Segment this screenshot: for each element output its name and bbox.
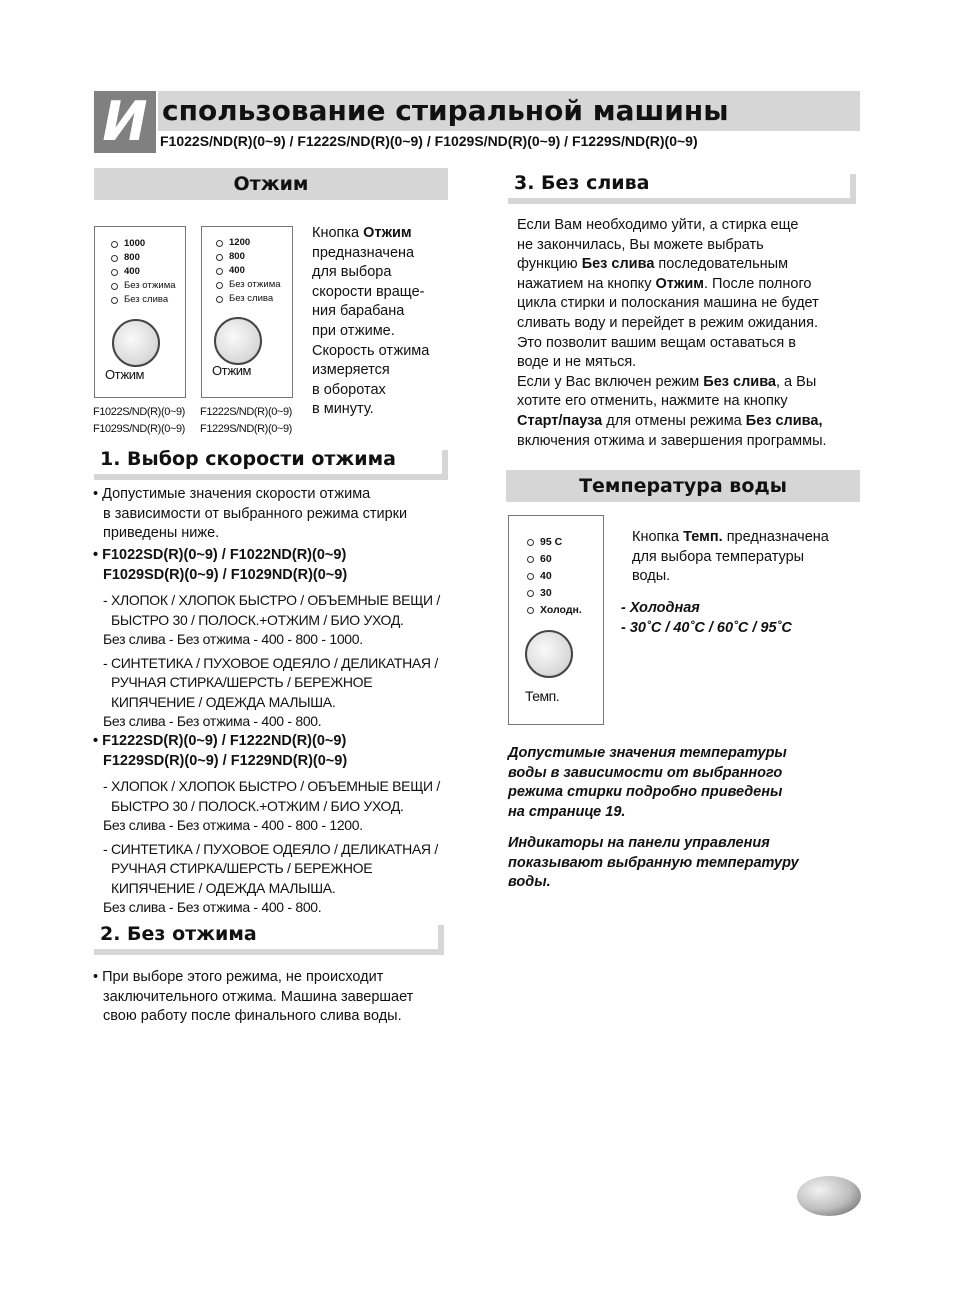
section-speed-select-title: 1. Выбор скорости отжима [94,444,448,474]
led-icon [111,283,118,290]
led-icon [111,297,118,304]
title-initial-letter: И [94,91,156,153]
led-icon [527,590,534,597]
temperature-note-2: Индикаторы на панели управления показывают выбранную температуру воды. [508,835,799,891]
led-icon [216,254,223,261]
page-tab-icon [795,1172,863,1218]
led-icon [527,573,534,580]
led-row: 400 [111,265,176,279]
spin-knob-icon[interactable] [214,317,262,365]
temperature-options: - Холодная - 30˚C / 40˚C / 60˚C / 95˚C [621,600,792,636]
led-icon [216,296,223,303]
led-row: Без слива [111,293,176,307]
spin-knob-icon[interactable] [112,319,160,367]
led-icon [216,240,223,247]
led-row: Без отжима [216,278,281,292]
speed-group-2: • F1222SD(R)(0~9) / F1222ND(R)(0~9) F1229SD(R)(0~9) / F1229ND(R)(0~9) - ХЛОПОК / ХЛОПОК БЫСТРО / ОБЪЕМНЫЕ ВЕЩИ / БЫСТРО 30 / ПОЛОСК.+ОТЖИМ / БИО УХОД. Без слива - Без отжима - 400 - 800 - 1200. - СИНТЕТИКА / ПУХОВОЕ ОДЕЯЛО / ДЕЛИКАТНАЯ / РУЧНАЯ СТИРКА/ШЕРСТЬ / БЕРЕЖНОЕ КИПЯЧЕНИЕ / ОДЕЖДА МАЛЫША. Без слива - Без отжима - 400 - 800. [93,733,440,916]
model-list: F1022S/ND(R)(0~9) / F1222S/ND(R)(0~9) / F1029S/ND(R)(0~9) / F1229S/ND(R)(0~9) [160,133,698,149]
led-icon [111,241,118,248]
no-spin-text: • При выборе этого режима, не происходит заключительного отжима. Машина завершает свою работу после финального слива воды. [93,969,414,1025]
led-icon [527,539,534,546]
led-row: Без отжима [111,279,176,293]
led-icon [111,255,118,262]
led-row: Без слива [216,292,281,306]
panel-label: Отжим [105,367,144,382]
speed-select-intro: • Допустимые значения скорости отжима в зависимости от выбранного режима стирки приведены ниже. [93,486,408,542]
led-row: 95 C [527,534,582,551]
led-row: 30 [527,585,582,602]
led-icon [111,269,118,276]
panel-label: Отжим [212,363,251,378]
no-drain-text: Если Вам необходимо уйти, а стирка еще не закончилась, Вы можете выбрать функцию Без слива последовательным нажатием на кнопку Отжим. После полного цикла стирки и полоскания машина не будет сливать воду и перейдет в режим ожидания. Это позволит вашим вещам оставаться в воде и не мяться. Если у Вас включен режим Без слива, а Вы хотите его отменить, нажмите на кнопку Старт/пауза для отмены режима Без слива, включения отжима и завершения программы. [517,217,827,449]
led-icon [527,607,534,614]
section-no-spin-title: 2. Без отжима [94,919,444,949]
led-row: 400 [216,264,281,278]
panel-2-model: F1229S/ND(R)(0~9) [200,423,292,435]
page-title: спользование стиральной машины [162,94,729,127]
temperature-knob-icon[interactable] [525,630,573,678]
panel-label: Темп. [525,688,560,704]
temperature-description: Кнопка Темп. предназначена для выбора температуры воды. [632,529,829,585]
section-spin-title: Отжим [94,168,448,200]
section-no-drain-title: 3. Без слива [508,168,856,198]
spin-description: Кнопка Отжим предназначена для выбора скорости враще- ния барабана при отжиме. Скорость отжима измеряется в оборотах в минуту. [312,225,430,418]
led-icon [216,282,223,289]
led-row: 800 [111,251,176,265]
temperature-note-1: Допустимые значения температуры воды в зависимости от выбранного режима стирки подробно приведены на странице 19. [508,745,787,820]
led-row: 1000 [111,237,176,251]
spin-panel-2 [201,226,293,398]
panel-1-model: F1022S/ND(R)(0~9) [93,406,185,418]
led-row: 60 [527,551,582,568]
panel-1-model: F1029S/ND(R)(0~9) [93,423,185,435]
led-row: 1200 [216,236,281,250]
led-icon [527,556,534,563]
panel-2-model: F1222S/ND(R)(0~9) [200,406,292,418]
led-row: 40 [527,568,582,585]
led-row: 800 [216,250,281,264]
speed-group-1: • F1022SD(R)(0~9) / F1022ND(R)(0~9) F1029SD(R)(0~9) / F1029ND(R)(0~9) - ХЛОПОК / ХЛОПОК БЫСТРО / ОБЪЕМНЫЕ ВЕЩИ / БЫСТРО 30 / ПОЛОСК.+ОТЖИМ / БИО УХОД. Без слива - Без отжима - 400 - 800 - 1000. - СИНТЕТИКА / ПУХОВОЕ ОДЕЯЛО / ДЕЛИКАТНАЯ / РУЧНАЯ СТИРКА/ШЕРСТЬ / БЕРЕЖНОЕ КИПЯЧЕНИЕ / ОДЕЖДА МАЛЫША. Без слива - Без отжима - 400 - 800. [93,547,440,730]
spin-panel-1 [94,226,186,398]
temperature-panel [508,515,604,725]
led-icon [216,268,223,275]
section-temperature-title: Температура воды [506,470,860,502]
led-row: Холодн. [527,602,582,619]
